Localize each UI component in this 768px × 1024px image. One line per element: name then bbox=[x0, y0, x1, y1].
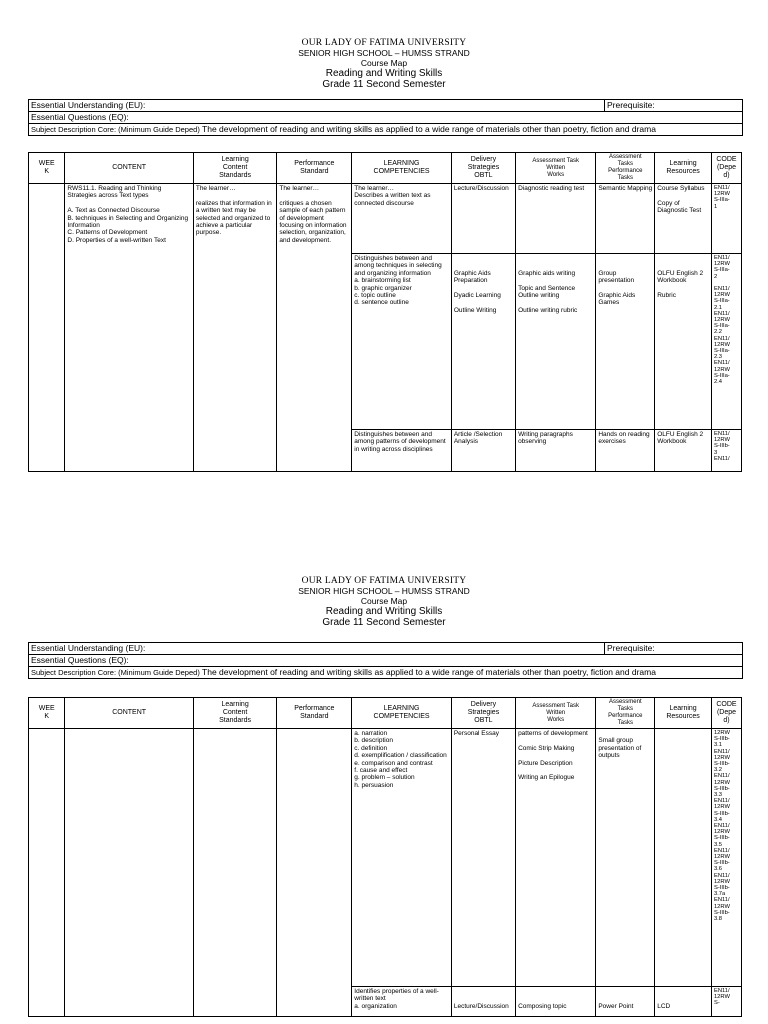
course-map-table bbox=[28, 697, 742, 1017]
ds-cell: Personal Essay bbox=[451, 729, 515, 987]
col-content: CONTENT bbox=[65, 153, 193, 184]
atw-cell: Diagnostic reading test bbox=[516, 184, 596, 254]
table-row bbox=[29, 184, 742, 254]
code-cell: EN11/ 12RW S-IIIb- 3 EN11/ bbox=[711, 430, 741, 472]
sdc-text: The development of reading and writing skills as applied to a wide range of materials other than poetry, fiction and drama bbox=[199, 124, 656, 134]
col-delivery-strategies: Delivery Strategies OBTL bbox=[451, 698, 515, 729]
col-assessment-written: Assessment Task Written Works bbox=[516, 698, 596, 729]
atp-cell: Power Point bbox=[596, 987, 655, 1017]
col-delivery-strategies: Delivery Strategies OBTL bbox=[451, 153, 515, 184]
eq-label: Essential Questions (EQ): bbox=[29, 112, 743, 124]
col-assessment-written: Assessment Task Written Works bbox=[516, 153, 596, 184]
lr-cell: OLFU English 2 Workbook bbox=[655, 430, 712, 472]
lcs-cell bbox=[193, 729, 277, 1017]
lc-cell: Distinguishes between and among techniques in selecting and organizing information a. brainstorming list b. graphic organizer c. topic outline d. sentence outline bbox=[352, 254, 452, 430]
col-code: CODE (Depe d) bbox=[711, 698, 741, 729]
school-name: SENIOR HIGH SCHOOL – HUMSS STRAND bbox=[298, 48, 470, 58]
subject-title: Reading and Writing Skills bbox=[325, 68, 443, 79]
col-week: WEE K bbox=[29, 153, 65, 184]
ps-cell: The learner… critiques a chosen sample of each pattern of development focusing on information selection, organization, and development. bbox=[277, 184, 352, 472]
lc-cell: Distinguishes between and among patterns of development in writing across disciplines bbox=[352, 430, 452, 472]
eu-label: Essential Understanding (EU): bbox=[29, 100, 605, 112]
col-code: CODE (Depe d) bbox=[711, 153, 741, 184]
table-header-row bbox=[29, 153, 742, 184]
subject-description bbox=[29, 124, 743, 136]
atp-cell: Hands on reading exercises bbox=[596, 430, 655, 472]
col-performance-standard: Performance Standard bbox=[277, 153, 352, 184]
document-type: Course Map bbox=[360, 58, 408, 68]
prerequisite-label: Prerequisite: bbox=[605, 100, 743, 112]
ds-cell: Article /Selection Analysis bbox=[451, 430, 515, 472]
atw-cell: Graphic aids writing Topic and Sentence Outline writing Outline writing rubric bbox=[516, 254, 596, 430]
ps-cell bbox=[277, 729, 352, 1017]
document-header bbox=[0, 38, 768, 90]
col-week: WEE K bbox=[29, 698, 65, 729]
code-cell: EN11/ 12RW S-IIIa- 2 EN11/ 12RW S-IIIa- 2.1 EN11/ 12RW S-IIIa- 2.2 EN11/ 12RW S-IIIa- 2.3 EN11/ 12RW S-IIIa- 2.4 bbox=[711, 254, 741, 430]
col-performance-standard: Performance Standard bbox=[277, 698, 352, 729]
atw-cell: patterns of development Comic Strip Making Picture Description Writing an Epilogue bbox=[516, 729, 596, 987]
lr-cell bbox=[655, 729, 712, 987]
eu-table bbox=[28, 642, 743, 679]
atp-cell: Small group presentation of outputs bbox=[596, 729, 655, 987]
ds-cell: Lecture/Discussion bbox=[451, 184, 515, 254]
lr-cell: Course Syllabus Copy of Diagnostic Test bbox=[655, 184, 712, 254]
code-cell: EN11/ 12RW S- bbox=[711, 987, 741, 1017]
lc-cell: a. narration b. description c. definition d. exemplification / classification e. comparison and contrast f. cause and effect g. problem – solution h. persuasion bbox=[352, 729, 452, 987]
atw-cell: Writing paragraphs observing bbox=[516, 430, 596, 472]
school-name: SENIOR HIGH SCHOOL – HUMSS STRAND bbox=[298, 586, 470, 596]
week-cell bbox=[29, 729, 65, 1017]
lcs-cell: The learner… realizes that information in a written text may be selected and organized to achieve a particular purpose. bbox=[193, 184, 277, 472]
subject-title: Reading and Writing Skills bbox=[325, 606, 443, 617]
ds-cell: Lecture/Discussion bbox=[451, 987, 515, 1017]
university-name: OUR LADY OF FATIMA UNIVERSITY bbox=[301, 38, 467, 48]
grade-semester: Grade 11 Second Semester bbox=[322, 617, 446, 628]
content-cell: RWS11.1. Reading and Thinking Strategies across Text types A. Text as Connected Discourse B. techniques in Selecting and Organizing Information C. Patterns of Development D. Properties of a well-written Text bbox=[65, 184, 193, 472]
prerequisite-label: Prerequisite: bbox=[605, 643, 743, 655]
ds-cell: Graphic Aids Preparation Dyadic Learning Outline Writing bbox=[451, 254, 515, 430]
table-header-row bbox=[29, 698, 742, 729]
col-learning-competencies: LEARNING COMPETENCIES bbox=[352, 698, 452, 729]
document-header bbox=[0, 576, 768, 628]
col-learning-content-standards: Learning Content Standards bbox=[193, 698, 277, 729]
eu-table bbox=[28, 99, 743, 136]
university-name: OUR LADY OF FATIMA UNIVERSITY bbox=[301, 576, 467, 586]
code-cell: 12RW S-IIIb- 3.1 EN11/ 12RW S-IIIb- 3.2 EN11/ 12RW S-IIIb- 3.3 EN11/ 12RW S-IIIb- 3.4 EN11/ 12RW S-IIIb- 3.5 EN11/ 12RW S-IIIb- 3.6 EN11/ 12RW S-IIIb- 3.7a EN11/ 12RW S-IIIb- 3.8 bbox=[711, 729, 741, 987]
lr-cell: LCD bbox=[655, 987, 712, 1017]
col-learning-resources: Learning Resources bbox=[655, 698, 712, 729]
col-learning-resources: Learning Resources bbox=[655, 153, 712, 184]
subject-description bbox=[29, 667, 743, 679]
sdc-label: Subject Description Core: (Minimum Guide Deped) bbox=[31, 125, 200, 134]
code-cell: EN11/ 12RW S-IIIa- 1 bbox=[711, 184, 741, 254]
col-learning-content-standards: Learning Content Standards bbox=[193, 153, 277, 184]
atp-cell: Group presentation Graphic Aids Games bbox=[596, 254, 655, 430]
sdc-label: Subject Description Core: (Minimum Guide Deped) bbox=[31, 668, 200, 677]
content-cell bbox=[65, 729, 193, 1017]
eu-label: Essential Understanding (EU): bbox=[29, 643, 605, 655]
col-content: CONTENT bbox=[65, 698, 193, 729]
document-type: Course Map bbox=[360, 596, 408, 606]
grade-semester: Grade 11 Second Semester bbox=[322, 79, 446, 90]
atp-cell: Semantic Mapping bbox=[596, 184, 655, 254]
lc-cell: Identifies properties of a well-written text a. organization bbox=[352, 987, 452, 1017]
col-learning-competencies: LEARNING COMPETENCIES bbox=[352, 153, 452, 184]
table-row bbox=[29, 729, 742, 987]
lr-cell: OLFU English 2 Workbook Rubric bbox=[655, 254, 712, 430]
week-cell bbox=[29, 184, 65, 472]
course-map-table bbox=[28, 152, 742, 472]
atw-cell: Composing topic bbox=[516, 987, 596, 1017]
eq-label: Essential Questions (EQ): bbox=[29, 655, 743, 667]
lc-cell: The learner… Describes a written text as connected discourse bbox=[352, 184, 452, 254]
col-assessment-performance: Assessment Tasks Performance Tasks bbox=[596, 698, 655, 729]
col-assessment-performance: Assessment Tasks Performance Tasks bbox=[596, 153, 655, 184]
sdc-text: The development of reading and writing skills as applied to a wide range of materials other than poetry, fiction and drama bbox=[199, 667, 656, 677]
